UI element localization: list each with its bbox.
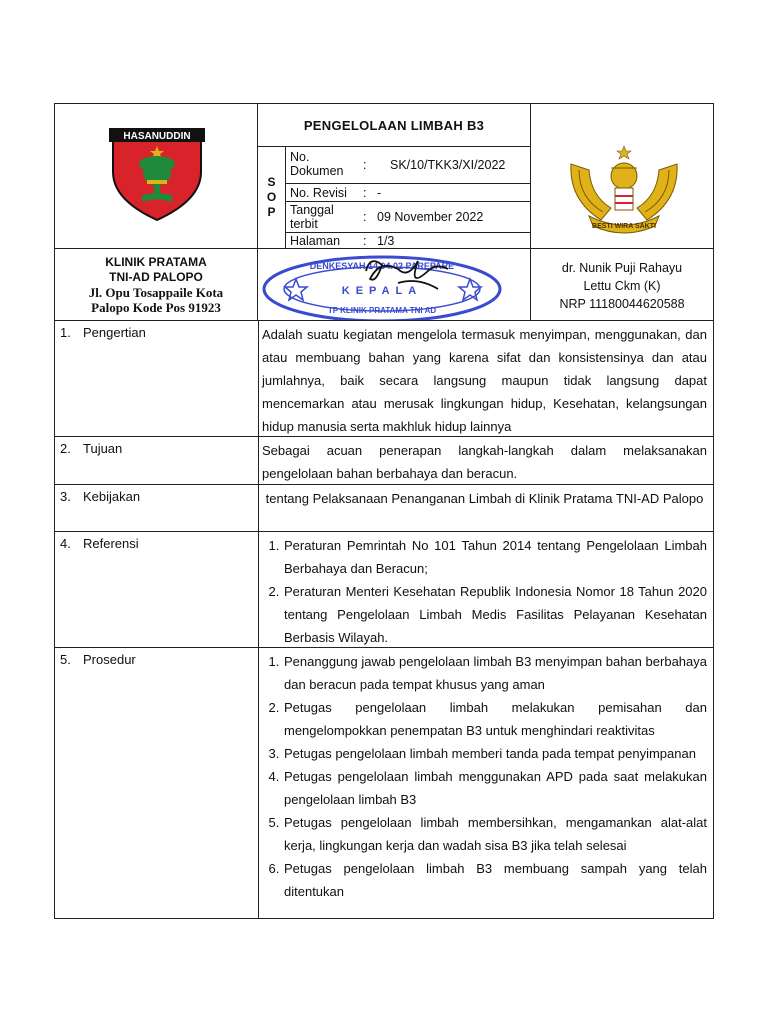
- section-label: [55, 437, 259, 484]
- section-text: Sebagai acuan penerapan langkah-langkah dalam melaksanakan pengelolaan bahan berbahaya dan beracun.: [262, 443, 707, 481]
- hasanuddin-shield-logo: [55, 104, 257, 248]
- section-name: Referensi: [83, 536, 139, 551]
- signatory-nrp: NRP 11180044620588: [559, 297, 685, 311]
- procedure-list: [262, 650, 707, 903]
- list-item: 6. Petugas pengelolaan limbah B3 membuang sampah yang telah ditentukan: [283, 857, 707, 903]
- section-text: Adalah suatu kegiatan mengelola termasuk menyimpan, menggunakan, dan atau membuang bahan yang karena sifat dan konsistensinya dan atau jumlahnya, baik secara langsung maupun tidak langsung dapat mencemarkan atau merusak lingkungan hidup, Kesehatan, kelangsungan hidup manusia serta makhluk hidup lainnya: [262, 327, 707, 434]
- list-item: 1. Peraturan Pemrintah No 101 Tahun 2014 tentang Pengelolaan Limbah Berbahaya dan Beracun;: [283, 534, 707, 580]
- section-label: [55, 321, 259, 436]
- section-referensi: [54, 531, 714, 648]
- list-item: 5. Petugas pengelolaan limbah membersihkan, mengamankan alat-alat kerja, lingkungan kerja dan wadah sisa B3 jika telah selesai: [283, 811, 707, 857]
- meta-value: -: [377, 186, 382, 200]
- signatory-rank: Lettu Ckm (K): [583, 279, 661, 293]
- list-item: 4. Petugas pengelolaan limbah menggunakan APD pada saat melakukan pengelolaan limbah B3: [283, 765, 707, 811]
- sop-letter-s: S: [267, 175, 276, 189]
- list-item: 2. Petugas pengelolaan limbah melakukan pemisahan dan mengelompokkan penempatan B3 untuk menghindari reaktivitas: [283, 696, 707, 742]
- sop-letter-p: P: [267, 205, 276, 219]
- section-number: 4.: [60, 536, 71, 551]
- section-number: 3.: [60, 489, 71, 504]
- emblem-ribbon-text: BESTI WIRA SAKTI: [592, 223, 656, 230]
- section-number: 1.: [60, 325, 71, 340]
- section-label: [55, 532, 259, 647]
- reference-list: [262, 534, 707, 649]
- meta-row-tanggal-terbit: [285, 201, 531, 233]
- stamp-bottom-text: TP KLINIK PRATAMA TNI AD: [327, 306, 437, 315]
- sop-label: [257, 146, 286, 249]
- section-name: Pengertian: [83, 325, 146, 340]
- meta-value: SK/10/TKK3/XI/2022: [390, 158, 506, 172]
- section-pengertian: [54, 320, 714, 437]
- document-title: PENGELOLAAN LIMBAH B3: [257, 103, 531, 147]
- sop-letter-o: O: [266, 190, 277, 204]
- meta-label: Halaman: [290, 234, 341, 248]
- section-name: Tujuan: [83, 441, 123, 456]
- meta-value: 09 November 2022: [377, 210, 484, 224]
- section-tujuan: [54, 436, 714, 485]
- section-text: tentang Pelaksanaan Penanganan Limbah di Klinik Pratama TNI-AD Palopo: [262, 491, 704, 506]
- section-list-container: [262, 650, 707, 903]
- list-item: 3. Petugas pengelolaan limbah memberi tanda pada tempat penyimpanan: [283, 742, 707, 765]
- meta-row-halaman: [285, 232, 531, 249]
- meta-colon: :: [363, 210, 367, 224]
- section-prosedur: [54, 647, 714, 919]
- list-item: 2. Peraturan Menteri Kesehatan Republik Indonesia Nomor 18 Tahun 2020 tentang Pengelolaan Limbah Medis Fasilitas Pelayanan Kesehatan Berbasis Wilayah.: [283, 580, 707, 649]
- clinic-name: KLINIK PRATAMA TNI-AD PALOPO: [105, 255, 207, 284]
- document-header: [54, 103, 714, 321]
- signatory-block: [530, 248, 714, 321]
- clinic-address: Jl. Opu Tosappaile Kota Palopo Kode Pos 91923: [88, 285, 224, 315]
- meta-row-nomor-dokumen: [285, 146, 531, 184]
- section-kebijakan: [54, 484, 714, 532]
- stamp-center-text: KEPALA: [341, 285, 423, 297]
- clinic-info: [54, 248, 258, 321]
- section-number: 2.: [60, 441, 71, 456]
- tni-ad-emblem: [531, 104, 713, 248]
- section-name: Prosedur: [83, 652, 136, 667]
- signatory-name: dr. Nunik Puji Rahayu: [561, 261, 683, 275]
- logo-banner-text: HASANUDDIN: [123, 131, 191, 142]
- section-list-container: [262, 534, 707, 649]
- meta-row-revisi: [285, 183, 531, 202]
- meta-label: No. Revisi: [290, 186, 347, 200]
- stamp-top-text: DENKESYAH 14.04.02 PAREPARE: [309, 261, 455, 271]
- meta-value: 1/3: [377, 234, 395, 248]
- meta-colon: :: [363, 158, 367, 172]
- meta-label: Tanggal terbit: [290, 203, 334, 231]
- star-icon: [459, 279, 481, 300]
- stamp-cell: [257, 248, 531, 321]
- meta-label: No. Dokumen: [290, 150, 344, 178]
- official-stamp: [258, 249, 530, 320]
- meta-colon: :: [363, 186, 367, 200]
- section-name: Kebijakan: [83, 489, 141, 504]
- meta-colon: :: [363, 234, 367, 248]
- section-number: 5.: [60, 652, 71, 667]
- logo-cell: [54, 103, 258, 249]
- list-item: 1. Penanggung jawab pengelolaan limbah B3 menyimpan bahan berbahaya dan beracun pada tempat khusus yang aman: [283, 650, 707, 696]
- emblem-cell: [530, 103, 714, 249]
- section-label: [55, 485, 259, 531]
- section-label: [55, 648, 259, 918]
